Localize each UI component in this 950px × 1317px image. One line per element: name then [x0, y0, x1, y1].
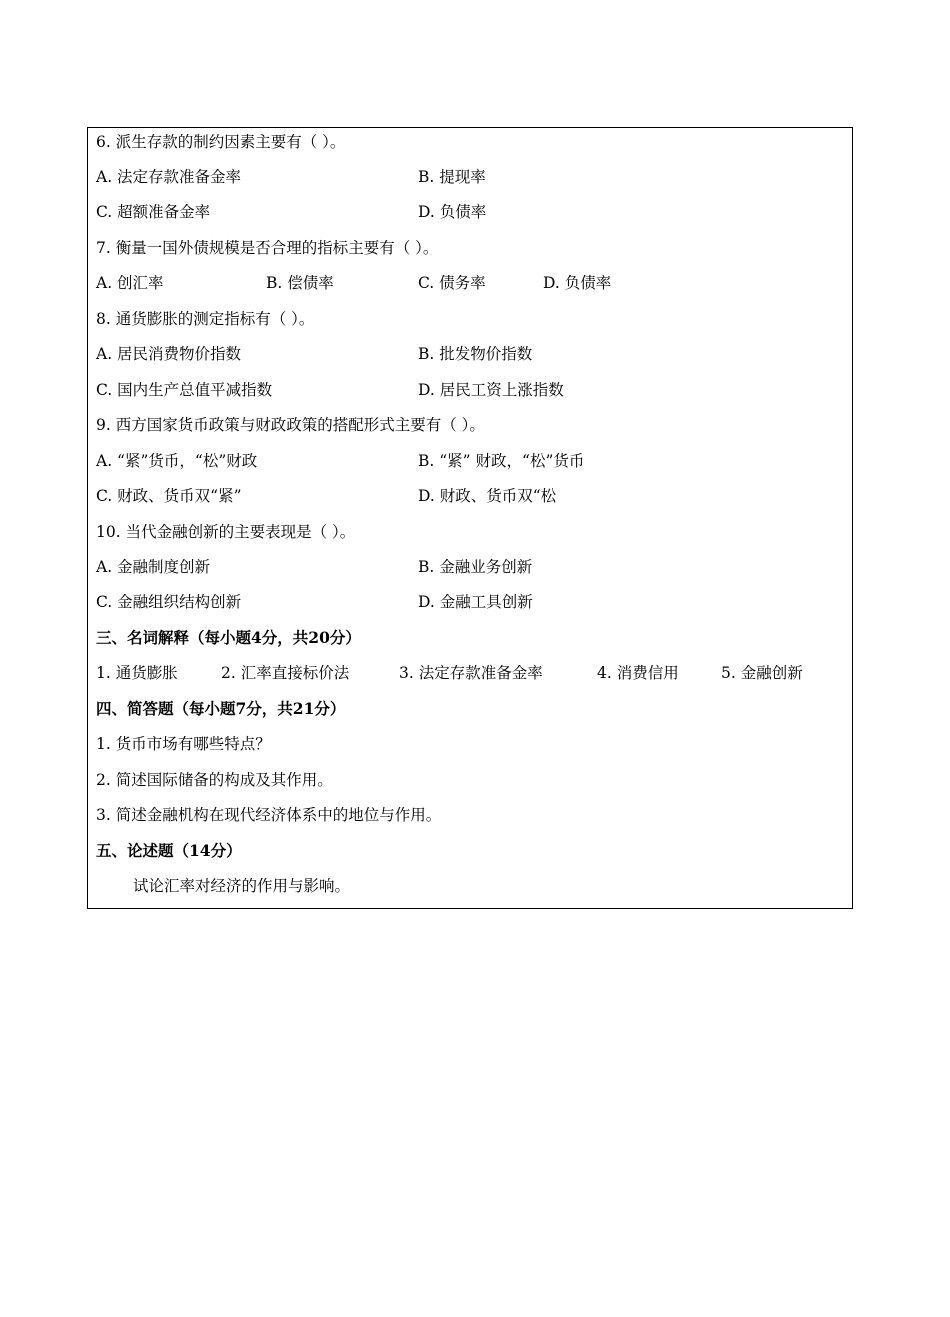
question-9-option-c: C. 财政、货币双“紧”	[96, 487, 242, 505]
question-10-option-a: A. 金融制度创新	[96, 558, 211, 576]
term-4: 4. 消费信用	[597, 664, 679, 682]
question-6-option-a: A. 法定存款准备金率	[96, 168, 242, 186]
question-8-option-b: B. 批发物价指数	[418, 345, 533, 363]
question-8-option-a: A. 居民消费物价指数	[96, 345, 242, 363]
short-answer-1: 1. 货币市场有哪些特点？	[96, 735, 271, 753]
section-5-heading: 五、论述题（14分）	[96, 841, 242, 860]
question-10-stem: 10. 当代金融创新的主要表现是（ ）。	[96, 523, 356, 541]
question-7-option-c: C. 债务率	[418, 274, 486, 292]
question-6-option-c: C. 超额准备金率	[96, 203, 211, 221]
question-7-option-d: D. 负债率	[543, 274, 612, 292]
question-8-option-c: C. 国内生产总值平减指数	[96, 381, 273, 399]
question-9-option-a: A. “紧”货币，“松”财政	[96, 452, 258, 470]
question-8-stem: 8. 通货膨胀的测定指标有（ ）。	[96, 310, 315, 328]
question-9-option-d: D. 财政、货币双“松	[418, 487, 557, 505]
short-answer-2: 2. 简述国际储备的构成及其作用。	[96, 771, 333, 789]
section-3-heading: 三、名词解释（每小题4分，共20分）	[96, 628, 361, 647]
question-6-stem: 6. 派生存款的制约因素主要有（ ）。	[96, 133, 346, 151]
term-5: 5. 金融创新	[721, 664, 803, 682]
short-answer-3: 3. 简述金融机构在现代经济体系中的地位与作用。	[96, 806, 442, 824]
term-1: 1. 通货膨胀	[96, 664, 178, 682]
question-6-option-d: D. 负债率	[418, 203, 487, 221]
essay-question: 试论汇率对经济的作用与影响。	[133, 877, 351, 895]
question-7-stem: 7. 衡量一国外债规模是否合理的指标主要有（ ）。	[96, 239, 439, 257]
question-10-option-d: D. 金融工具创新	[418, 593, 533, 611]
question-9-option-b: B. “紧” 财政，“松”货币	[418, 452, 585, 470]
question-7-option-b: B. 偿债率	[266, 274, 334, 292]
question-10-option-c: C. 金融组织结构创新	[96, 593, 242, 611]
question-9-stem: 9. 西方国家货币政策与财政政策的搭配形式主要有（ ）。	[96, 416, 485, 434]
question-7-option-a: A. 创汇率	[96, 274, 164, 292]
section-4-heading: 四、简答题（每小题7分，共21分）	[96, 699, 346, 718]
question-8-option-d: D. 居民工资上涨指数	[418, 381, 564, 399]
term-3: 3. 法定存款准备金率	[399, 664, 543, 682]
question-6-option-b: B. 提现率	[418, 168, 486, 186]
question-10-option-b: B. 金融业务创新	[418, 558, 533, 576]
term-2: 2. 汇率直接标价法	[221, 664, 350, 682]
